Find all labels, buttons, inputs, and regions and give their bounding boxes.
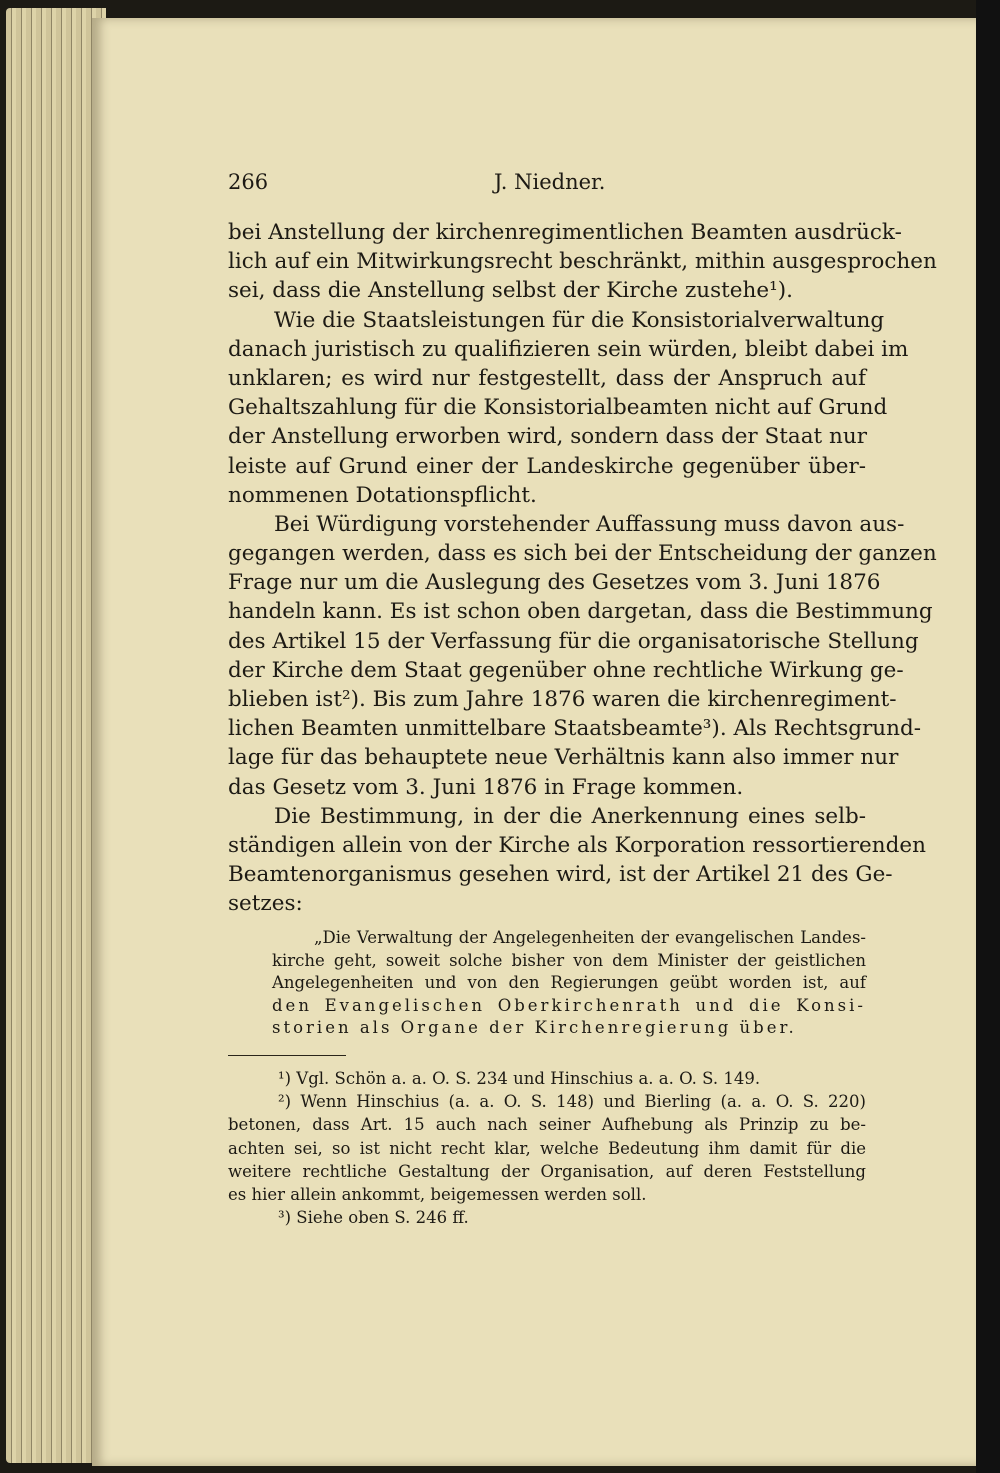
text-line: „Die Verwaltung der Angelegenheiten der evangelischen Landes- (314, 928, 866, 947)
text-line: sei, dass die Anstellung selbst der Kirche zustehe¹). (228, 278, 793, 304)
text-line: Angelegenheiten und von den Regierungen geübt worden ist, auf (272, 973, 866, 992)
text-line: handeln kann. Es ist schon oben dargetan, dass die Bestimmung (228, 599, 933, 625)
text-line: den Evangelischen Oberkirchenrath und die Konsi- (272, 995, 866, 1015)
block-quote (272, 927, 866, 1040)
text-line: Frage nur um die Auslegung des Gesetzes vom 3. Juni 1876 (228, 570, 881, 596)
text-line: ¹) Vgl. Schön a. a. O. S. 234 und Hinschius a. a. O. S. 149. (278, 1069, 761, 1088)
page-number: 266 (228, 170, 269, 194)
running-title: J. Niedner. (494, 170, 606, 194)
text-line: betonen, dass Art. 15 auch nach seiner Aufhebung als Prinzip zu be- (228, 1115, 866, 1135)
text-line: kirche geht, soweit solche bisher von dem Minister der geistlichen (272, 950, 866, 970)
text-line: achten sei, so ist nicht recht klar, welche Bedeutung ihm damit für die (228, 1138, 866, 1158)
text-line: lage für das behauptete neue Verhältnis kann also immer nur (228, 745, 899, 771)
text-line: lichen Beamten unmittelbare Staatsbeamte³). Als Rechtsgrund- (228, 716, 921, 742)
text-line: weitere rechtliche Gestaltung der Organisation, auf deren Feststellung (228, 1161, 866, 1181)
text-line: gegangen werden, dass es sich bei der Entscheidung der ganzen (228, 541, 937, 567)
text-line: das Gesetz vom 3. Juni 1876 in Frage kommen. (228, 774, 744, 800)
footnotes (228, 1067, 866, 1229)
footnote-rule (228, 1055, 346, 1056)
text-line: bei Anstellung der kirchenregimentlichen Beamten ausdrück- (228, 220, 902, 245)
text-line: Beamtenorganismus gesehen wird, ist der Artikel 21 des Ge- (228, 862, 893, 888)
text-line: Wie die Staatsleistungen für die Konsistorialverwaltung (274, 307, 885, 333)
text-line: storien als Organe der Kirchenregierung über. (272, 1018, 797, 1037)
text-line: nommenen Dotationspflicht. (228, 482, 537, 508)
body-text (228, 218, 937, 919)
text-line: ³) Siehe oben S. 246 ff. (278, 1208, 469, 1228)
text-line: lich auf ein Mitwirkungsrecht beschränkt, mithin ausgesprochen (228, 249, 937, 275)
text-line: unklaren; es wird nur festgestellt, dass der Anspruch auf (228, 365, 866, 391)
text-line: Die Bestimmung, in der die Anerkennung eines selb- (274, 803, 866, 829)
text-line: blieben ist²). Bis zum Jahre 1876 waren die kirchenregiment- (228, 687, 897, 712)
text-line: setzes: (228, 891, 303, 917)
text-line: ²) Wenn Hinschius (a. a. O. S. 148) und Bierling (a. a. O. S. 220) (278, 1092, 866, 1112)
scan-border (976, 0, 1000, 1473)
text-line: der Anstellung erworben wird, sondern dass der Staat nur (228, 424, 867, 450)
text-line: leiste auf Grund einer der Landeskirche gegenüber über- (228, 453, 866, 479)
text-line: danach juristisch zu qualifizieren sein würden, bleibt dabei im (228, 336, 909, 362)
text-line: der Kirche dem Staat gegenüber ohne rechtliche Wirkung ge- (228, 657, 904, 683)
text-line: Gehaltszahlung für die Konsistorialbeamten nicht auf Grund (228, 395, 888, 421)
text-line: des Artikel 15 der Verfassung für die organisatorische Stellung (228, 628, 919, 654)
text-line: ständigen allein von der Kirche als Korporation ressortierenden (228, 832, 926, 858)
page-stack-edges (6, 8, 106, 1463)
text-line: es hier allein ankommt, beigemessen werden soll. (228, 1184, 647, 1204)
text-line: Bei Würdigung vorstehender Auffassung muss davon aus- (274, 511, 905, 537)
